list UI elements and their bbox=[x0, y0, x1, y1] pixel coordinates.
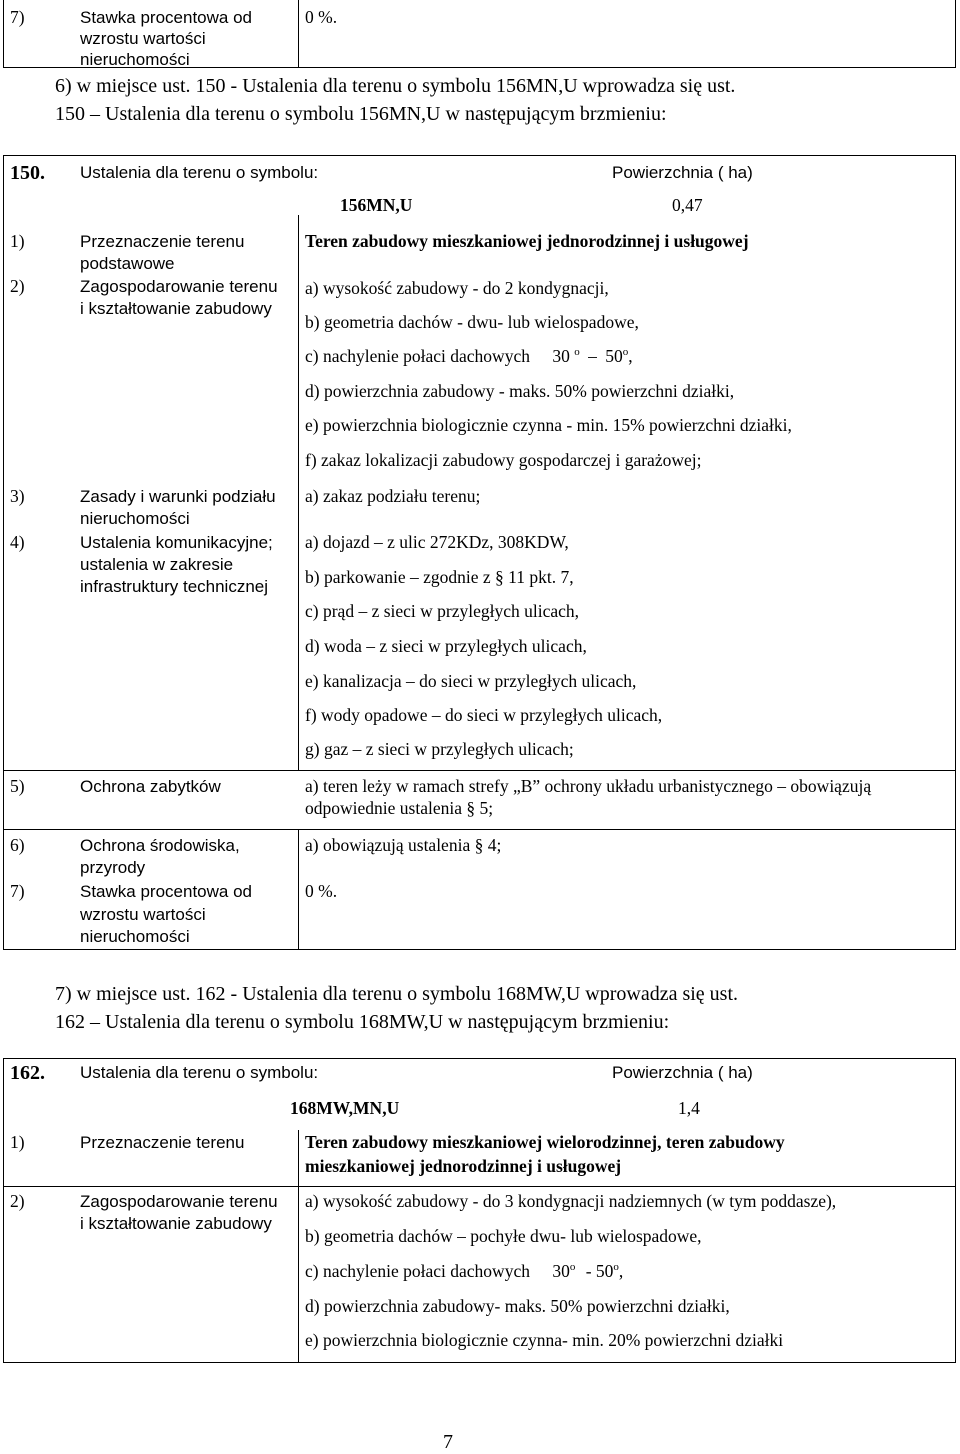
t150-row4-label-1: Ustalenia komunikacyjne; bbox=[80, 533, 273, 552]
t150-row2-label-2: i kształtowanie zabudowy bbox=[80, 299, 272, 318]
table-162-symbol: 168MW,MN,U bbox=[290, 1098, 400, 1118]
t162-row2-label-1: Zagospodarowanie terenu bbox=[80, 1192, 278, 1211]
t150-row2-number: 2) bbox=[10, 276, 25, 296]
paragraph-6-line-1: 6) w miejsce ust. 150 - Ustalenia dla terenu o symbolu 156MN,U wprowadza się ust. bbox=[55, 75, 736, 97]
t162-row2-number: 2) bbox=[10, 1191, 25, 1211]
top-row7-label-3: nieruchomości bbox=[80, 50, 190, 69]
table-150-number: 150. bbox=[10, 162, 45, 184]
table-162-area-value: 1,4 bbox=[678, 1098, 700, 1118]
t150-row4-item-a: a) dojazd – z ulic 272KDz, 308KDW, bbox=[305, 532, 569, 552]
t162-row2-item-b: b) geometria dachów – pochyłe dwu- lub wielospadowe, bbox=[305, 1226, 702, 1246]
t150-row3-number: 3) bbox=[10, 486, 25, 506]
table-150-area-label: Powierzchnia ( ha) bbox=[612, 163, 753, 182]
t150-row7-value: 0 %. bbox=[305, 881, 338, 901]
page-number: 7 bbox=[443, 1431, 453, 1453]
t150-row1-label-2: podstawowe bbox=[80, 254, 175, 273]
t162-slope-from: 30 bbox=[552, 1261, 570, 1281]
t150-row2-label-1: Zagospodarowanie terenu bbox=[80, 277, 278, 296]
t162-row1-value-2: mieszkaniowej jednorodzinnej i usługowej bbox=[305, 1156, 622, 1176]
t150-row2-item-b: b) geometria dachów - dwu- lub wielospadowe, bbox=[305, 312, 639, 332]
t162-row2-item-c-text: c) nachylenie połaci dachowych bbox=[305, 1261, 530, 1281]
top-table-divider bbox=[298, 0, 299, 68]
t150-row4-item-f: f) wody opadowe – do sieci w przyległych ulicach, bbox=[305, 705, 663, 725]
top-row7-number: 7) bbox=[10, 7, 25, 27]
t150-row5-value-2: odpowiednie ustalenia § 5; bbox=[305, 798, 494, 818]
t150-slope-to-unit: o bbox=[622, 346, 629, 359]
t162-row2-label-2: i kształtowanie zabudowy bbox=[80, 1214, 272, 1233]
t150-row2-item-d: d) powierzchnia zabudowy - maks. 50% powierzchni działki, bbox=[305, 381, 735, 401]
t150-row4-item-d: d) woda – z sieci w przyległych ulicach, bbox=[305, 636, 587, 656]
t150-slope-from: 30 bbox=[552, 346, 570, 366]
table-150-divider-lower bbox=[298, 829, 299, 950]
t150-row2-item-a: a) wysokość zabudowy - do 2 kondygnacji, bbox=[305, 278, 609, 298]
top-row7-value: 0 %. bbox=[305, 7, 338, 27]
t162-row2-item-d: d) powierzchnia zabudowy- maks. 50% powierzchni działki, bbox=[305, 1296, 730, 1316]
t150-row3-label-2: nieruchomości bbox=[80, 509, 190, 528]
table-162-header-label: Ustalenia dla terenu o symbolu: bbox=[80, 1063, 319, 1082]
t150-row4-item-c: c) prąd – z sieci w przyległych ulicach, bbox=[305, 601, 580, 621]
t162-slope-dash: - bbox=[585, 1261, 592, 1281]
table-162-area-label: Powierzchnia ( ha) bbox=[612, 1063, 753, 1082]
t150-row7-label-2: wzrostu wartości bbox=[80, 905, 206, 924]
t162-row1-number: 1) bbox=[10, 1132, 25, 1152]
top-row7-label-1: Stawka procentowa od bbox=[80, 8, 252, 27]
t150-row2-item-f: f) zakaz lokalizacji zabudowy gospodarczej i garażowej; bbox=[305, 450, 702, 470]
t150-row5-label: Ochrona zabytków bbox=[80, 777, 221, 796]
t150-row1-label-1: Przeznaczenie terenu bbox=[80, 232, 245, 251]
t150-row2-item-e: e) powierzchnia biologicznie czynna - min. 15% powierzchni działki, bbox=[305, 415, 792, 435]
t162-row1-value-1: Teren zabudowy mieszkaniowej wielorodzinnej, teren zabudowy bbox=[305, 1132, 785, 1152]
t162-slope-from-unit: o bbox=[569, 1261, 576, 1274]
paragraph-6-line-2: 150 – Ustalenia dla terenu o symbolu 156MN,U w następującym brzmieniu: bbox=[55, 103, 667, 125]
table-150-rule-row6 bbox=[3, 829, 956, 830]
t150-slope-dash: – bbox=[588, 346, 597, 366]
t150-row6-number: 6) bbox=[10, 835, 25, 855]
t162-row1-label: Przeznaczenie terenu bbox=[80, 1133, 245, 1152]
t150-row7-label-3: nieruchomości bbox=[80, 927, 190, 946]
table-150-divider-upper bbox=[298, 215, 299, 770]
t150-row4-item-b: b) parkowanie – zgodnie z § 11 pkt. 7, bbox=[305, 567, 574, 587]
t150-row4-number: 4) bbox=[10, 532, 25, 552]
t150-row2-item-c-text: c) nachylenie połaci dachowych bbox=[305, 346, 530, 366]
t150-row6-label-2: przyrody bbox=[80, 858, 146, 877]
t150-row3-value: a) zakaz podziału terenu; bbox=[305, 486, 481, 506]
t162-slope-to-unit: o bbox=[613, 1261, 619, 1274]
t150-slope-end: , bbox=[628, 346, 633, 366]
t150-row6-label-1: Ochrona środowiska, bbox=[80, 836, 240, 855]
table-150-symbol: 156MN,U bbox=[340, 195, 413, 215]
table-150-header-label: Ustalenia dla terenu o symbolu: bbox=[80, 163, 319, 182]
t150-row1-value: Teren zabudowy mieszkaniowej jednorodzinnej i usługowej bbox=[305, 231, 749, 251]
t150-row2-item-c bbox=[305, 345, 633, 368]
table-162-rule-row2 bbox=[3, 1186, 956, 1187]
t150-row4-item-e: e) kanalizacja – do sieci w przyległych ulicach, bbox=[305, 671, 637, 691]
table-162-divider bbox=[298, 1130, 299, 1363]
paragraph-7-line-2: 162 – Ustalenia dla terenu o symbolu 168MW,U w następującym brzmieniu: bbox=[55, 1011, 670, 1033]
t162-slope-end: , bbox=[618, 1261, 624, 1281]
t150-row4-item-g: g) gaz – z sieci w przyległych ulicach; bbox=[305, 739, 574, 759]
t150-row1-number: 1) bbox=[10, 231, 25, 251]
t150-row3-label-1: Zasady i warunki podziału bbox=[80, 487, 276, 506]
top-row7-label-2: wzrostu wartości bbox=[80, 29, 206, 48]
table-150-rule-row5 bbox=[3, 770, 956, 771]
t150-row6-value: a) obowiązują ustalenia § 4; bbox=[305, 835, 502, 855]
t150-row5-value-1: a) teren leży w ramach strefy „B” ochrony układu urbanistycznego – obowiązują bbox=[305, 776, 872, 796]
t162-row2-item-e: e) powierzchnia biologicznie czynna- min. 20% powierzchni działki bbox=[305, 1330, 784, 1350]
t162-row2-item-a: a) wysokość zabudowy - do 3 kondygnacji nadziemnych (w tym poddasze), bbox=[305, 1191, 837, 1211]
t150-row4-label-2: ustalenia w zakresie bbox=[80, 555, 234, 574]
paragraph-7-line-1: 7) w miejsce ust. 162 - Ustalenia dla terenu o symbolu 168MW,U wprowadza się ust. bbox=[55, 983, 739, 1005]
t150-row4-label-3: infrastruktury technicznej bbox=[80, 577, 269, 596]
table-162-number: 162. bbox=[10, 1062, 45, 1084]
table-150-area-value: 0,47 bbox=[672, 195, 703, 215]
t150-row7-label-1: Stawka procentowa od bbox=[80, 882, 252, 901]
t162-row2-item-c bbox=[305, 1260, 623, 1283]
t150-slope-to: 50 bbox=[605, 346, 623, 366]
t162-slope-to: 50 bbox=[595, 1261, 614, 1281]
t150-slope-from-unit: o bbox=[574, 346, 580, 359]
t150-row7-number: 7) bbox=[10, 881, 25, 901]
t150-row5-number: 5) bbox=[10, 776, 25, 796]
